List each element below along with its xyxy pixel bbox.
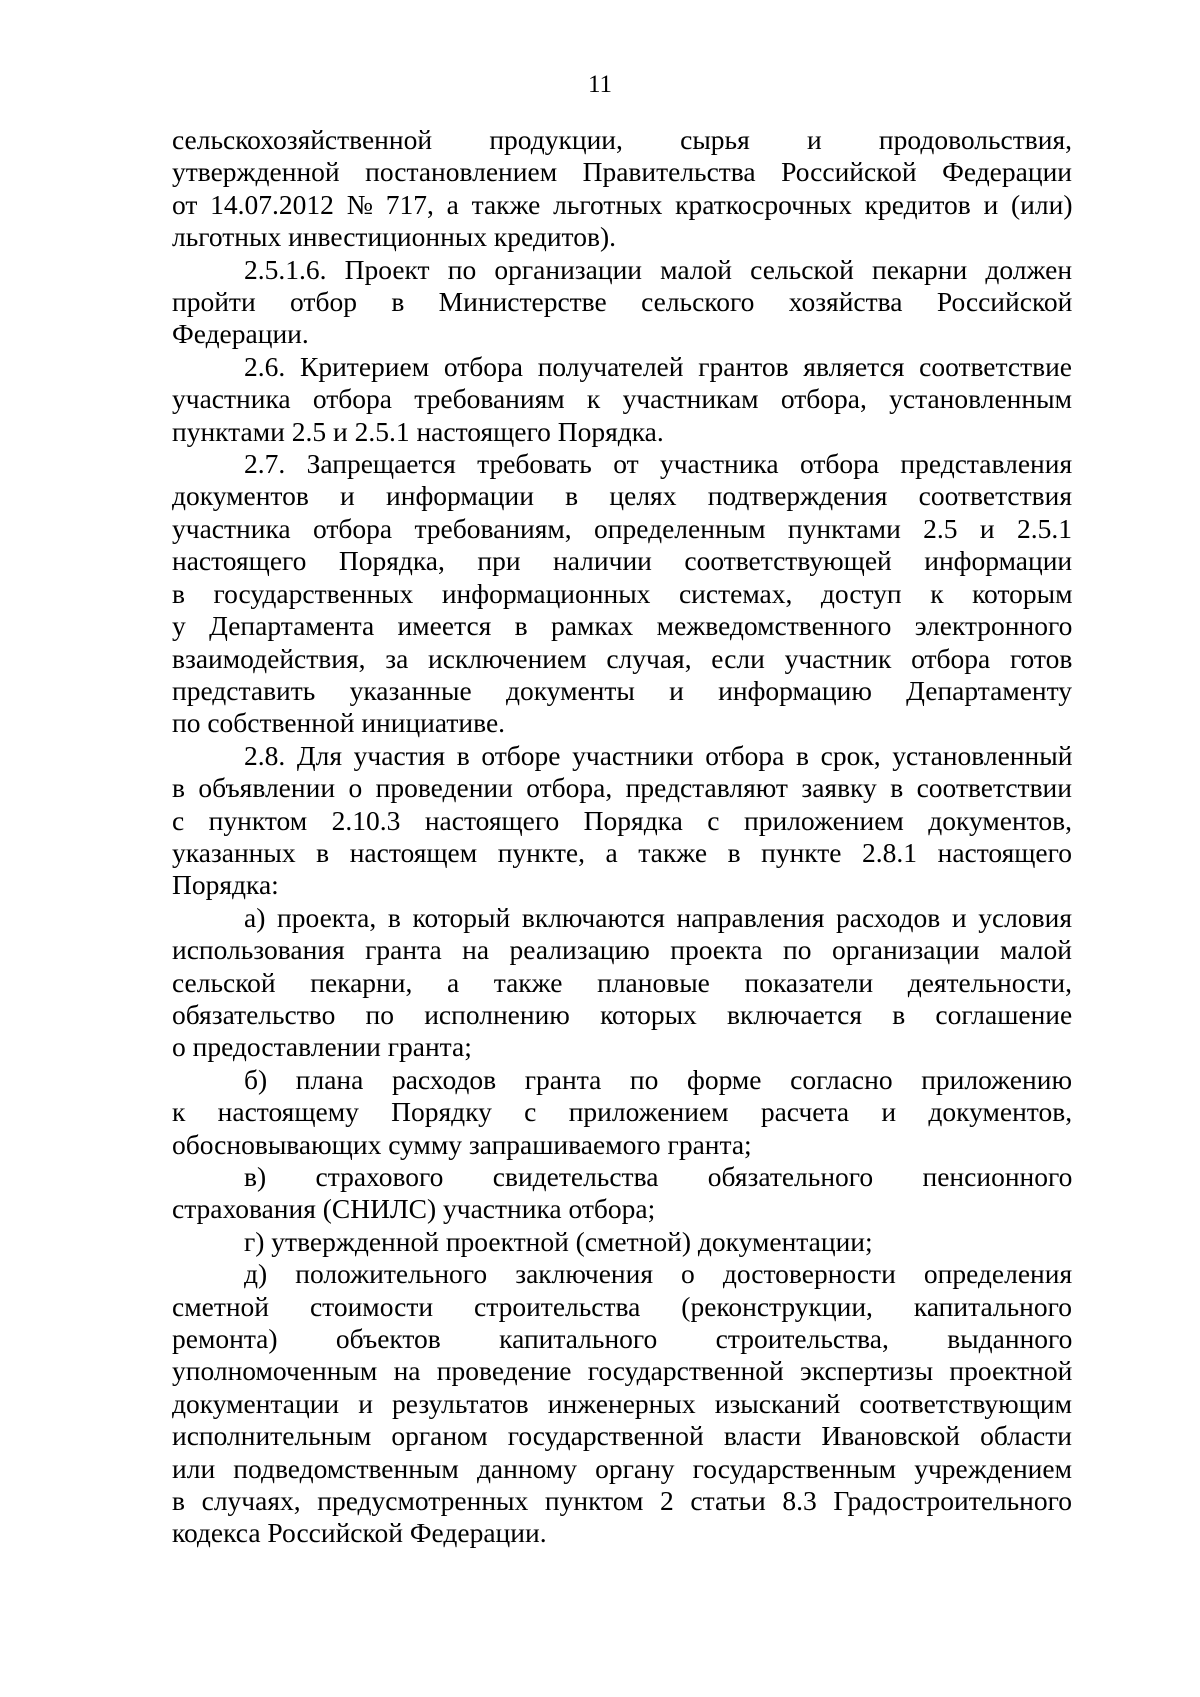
text-line: кодекса Российской Федерации.	[172, 1517, 547, 1549]
text-line: пройти отбор в Министерстве сельского хозяйства Российской	[172, 286, 1073, 318]
text-line: пунктами 2.5 и 2.5.1 настоящего Порядка.	[172, 415, 664, 447]
text-line: использования гранта на реализацию проекта по организации малой	[172, 934, 1072, 966]
text-line: Федерации.	[172, 318, 309, 350]
text-line: у Департамента имеется в рамках межведомственного электронного	[172, 610, 1073, 642]
text-line: 2.5.1.6. Проект по организации малой сельской пекарни должен	[244, 253, 1073, 285]
text-line: д) положительного заключения о достоверности определения	[244, 1258, 1073, 1290]
text-line: 2.7. Запрещается требовать от участника отбора представления	[244, 448, 1073, 480]
text-line: от 14.07.2012 № 717, а также льготных краткосрочных кредитов и (или)	[172, 188, 1073, 220]
text-line: б) плана расходов гранта по форме согласно приложению	[244, 1063, 1072, 1095]
text-line: по собственной инициативе.	[172, 707, 506, 739]
page-number: 11	[587, 71, 613, 98]
text-line: а) проекта, в который включаются направления расходов и условия	[244, 901, 1072, 933]
text-line: исполнительным органом государственной власти Ивановской области	[172, 1420, 1072, 1452]
text-line: в объявлении о проведении отбора, представляют заявку в соответствии	[172, 772, 1072, 804]
text-line: документации и результатов инженерных изысканий соответствующим	[172, 1387, 1072, 1419]
text-line: г) утвержденной проектной (сметной) документации;	[244, 1225, 873, 1257]
text-line: уполномоченным на проведение государственной экспертизы проектной	[172, 1355, 1073, 1387]
text-line: в случаях, предусмотренных пунктом 2 статьи 8.3 Градостроительного	[172, 1485, 1072, 1517]
text-line: взаимодействия, за исключением случая, если участник отбора готов	[172, 642, 1073, 674]
text-line: к настоящему Порядку с приложением расчета и документов,	[172, 1096, 1073, 1128]
text-line: сельской пекарни, а также плановые показатели деятельности,	[172, 966, 1072, 998]
text-line: о предоставлении гранта;	[172, 1031, 472, 1063]
text-line: сельскохозяйственной продукции, сырья и продовольствия,	[172, 124, 1072, 155]
text-line: страхования (СНИЛС) участника отбора;	[172, 1193, 656, 1225]
text-line: в государственных информационных системах, доступ к которым	[172, 577, 1073, 609]
text-line: указанных в настоящем пункте, а также в пункте 2.8.1 настоящего	[172, 836, 1072, 868]
text-line: с пунктом 2.10.3 настоящего Порядка с приложением документов,	[172, 804, 1072, 836]
text-line: утвержденной постановлением Правительства Российской Федерации	[172, 156, 1072, 188]
text-line: представить указанные документы и информацию Департаменту	[172, 674, 1073, 706]
text-line: Порядка:	[172, 869, 279, 901]
text-line: ремонта) объектов капитального строительства, выданного	[172, 1323, 1073, 1355]
text-line: обосновывающих сумму запрашиваемого гранта;	[172, 1128, 752, 1160]
text-line: участника отбора требованиям к участникам отбора, установленным	[172, 383, 1072, 415]
text-line: в) страхового свидетельства обязательного пенсионного	[244, 1161, 1073, 1192]
text-line: 2.8. Для участия в отборе участники отбора в срок, установленный	[244, 739, 1073, 771]
text-line: обязательство по исполнению которых включается в соглашение	[172, 998, 1073, 1030]
text-line: участника отбора требованиям, определенным пунктами 2.5 и 2.5.1	[172, 512, 1072, 544]
text-line: сметной стоимости строительства (реконструкции, капитального	[172, 1290, 1072, 1322]
text-line: документов и информации в целях подтверждения соответствия	[172, 480, 1072, 512]
text-line: льготных инвестиционных кредитов).	[172, 221, 616, 253]
text-line: или подведомственным данному органу государственным учреждением	[172, 1452, 1072, 1484]
text-line: 2.6. Критерием отбора получателей грантов является соответствие	[244, 350, 1072, 382]
document-body	[172, 124, 1072, 1550]
text-line: настоящего Порядка, при наличии соответствующей информации	[172, 545, 1073, 577]
